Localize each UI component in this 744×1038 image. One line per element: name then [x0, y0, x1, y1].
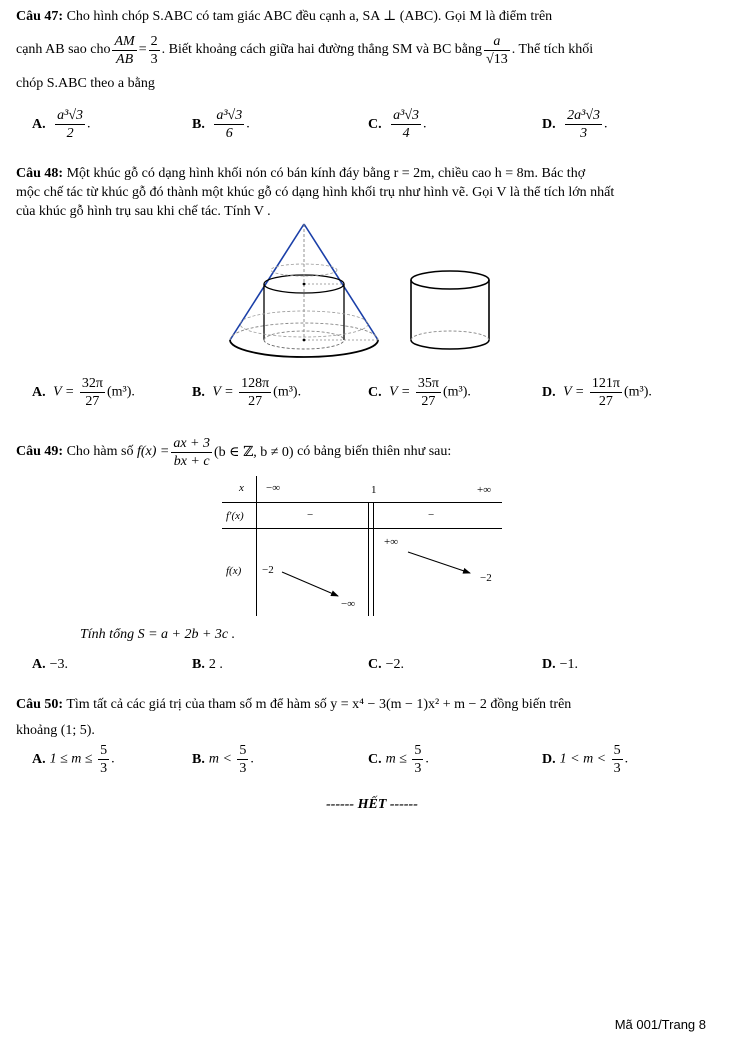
- page-footer: Mã 001/Trang 8: [614, 1017, 706, 1032]
- table-f-label: f(x): [226, 565, 242, 577]
- q47-option-b-num: a³√3: [216, 108, 243, 123]
- cone-right-edge: [304, 224, 378, 340]
- q50-options: [32, 742, 712, 786]
- table-fprime-sign-left: −: [307, 509, 314, 521]
- q47-option-a[interactable]: A. $\frac{\text{a³√3}}{2}$ .: [32, 108, 91, 141]
- cylinder-top: [411, 271, 489, 289]
- q48-line2: mộc chế tác từ khúc gỗ đó thành một khúc gỗ có dạng hình khối trụ như hình vẽ. Gọi V là thể tích lớn nhất: [16, 185, 615, 200]
- q48-text: [16, 164, 706, 221]
- cylinder-figure: [411, 271, 489, 349]
- q47-option-c-num: a³√3: [393, 108, 420, 123]
- q47-option-b[interactable]: B. $\frac{\text{a³√3}}{6}$ .: [192, 108, 250, 141]
- table-f-neg-inf: −∞: [341, 598, 356, 610]
- q47-distance-fraction: [484, 33, 510, 68]
- q48-cone-cylinder-figure: [220, 220, 510, 370]
- q50-option-c[interactable]: C. m ≤ $\frac{5}{3}$ .: [368, 743, 429, 776]
- q47-option-d[interactable]: D. $\frac{\text{2a³√3}}{3}$ .: [542, 108, 608, 141]
- q48-line3: của khúc gỗ hình trụ sau khi chế tác. Tính V .: [16, 204, 271, 219]
- q47-option-c-den: 4: [402, 126, 410, 141]
- q47-text-1: Cho hình chóp S.ABC có tam giác ABC đều cạnh a, SA ⊥ (ABC). Gọi M là điểm trên: [66, 9, 553, 24]
- table-f-right-limit: −2: [480, 572, 492, 584]
- q47-text-2a: cạnh AB sao cho: [16, 42, 111, 57]
- q49-option-a[interactable]: A. −3.: [32, 657, 69, 672]
- cone-left-edge: [230, 224, 304, 340]
- q47-option-c[interactable]: C. $\frac{\text{a³√3}}{4}$ .: [368, 108, 427, 141]
- q50-option-d[interactable]: D. 1 < m < $\frac{5}{3}$ .: [542, 743, 629, 776]
- q47-text-2b: . Biết khoảng cách giữa hai đường thẳng SM và BC bằng: [161, 42, 483, 57]
- q47-ratio-den: AB: [116, 51, 134, 67]
- q47-line1: [16, 6, 706, 27]
- q47-line3: chóp S.ABC theo a bằng: [16, 76, 155, 91]
- q50-line2: khoảng (1; 5).: [16, 723, 95, 738]
- cone-figure: [230, 224, 378, 357]
- q50-text: [16, 692, 706, 744]
- q47-option-a-num: a³√3: [57, 108, 84, 123]
- q48-option-c[interactable]: C. V = $\frac{35\pi}{27}$ (m³).: [368, 376, 471, 409]
- cylinder-bottom: [411, 340, 489, 349]
- q47-options: [32, 107, 712, 151]
- q47-ratio-value-den: 3: [150, 51, 158, 67]
- table-f-left-limit: −2: [262, 564, 274, 576]
- end-marker: ------ HẾT ------: [326, 797, 418, 812]
- q48-label: Câu 48:: [16, 166, 64, 181]
- q49-option-b[interactable]: B. 2 .: [192, 657, 223, 672]
- q47-text-2c: . Thể tích khối: [511, 42, 594, 57]
- table-arrows: [222, 476, 504, 616]
- q49-variation-table: [222, 476, 504, 616]
- q47-option-d-den: 3: [580, 126, 588, 141]
- q48-line1: Câu 48: Một khúc gỗ có dạng hình khối nón có bán kính đáy bằng r = 2m, chiều cao h = 8m. Bác thợ: [16, 166, 586, 181]
- q49-line1: Câu 49: Cho hàm số f(x) = $\frac{ax + 3}{bx + c}$ (b ∈ ℤ, b ≠ 0) có bảng biến thiên như sau:: [16, 435, 452, 469]
- q47-distance-den: √13: [486, 51, 508, 67]
- q50-option-a[interactable]: A. 1 ≤ m ≤ $\frac{5}{3}$ .: [32, 743, 115, 776]
- q49-option-d[interactable]: D. −1.: [542, 657, 579, 672]
- q50-label: Câu 50:: [16, 697, 64, 712]
- table-x-label: x: [239, 482, 244, 494]
- q48-option-a[interactable]: A. V = $\frac{32\pi}{27}$ (m³).: [32, 376, 135, 409]
- table-fprime-sign-right: −: [428, 509, 435, 521]
- q47-ratio-eq: =: [138, 42, 147, 57]
- q48-option-d[interactable]: D. V = $\frac{121\pi}{27}$ (m³).: [542, 376, 652, 409]
- q47-label: Câu 47:: [16, 9, 64, 24]
- q50-line1: Câu 50: Tìm tất cả các giá trị của tham số m để hàm số y = x⁴ − 3(m − 1)x² + m − 2 đồng biến trên: [16, 697, 572, 712]
- arrow-decrease-left: [282, 572, 338, 596]
- q49-function-fraction: $\frac{ax + 3}{bx + c}$: [173, 435, 210, 469]
- table-x-pos-inf: +∞: [477, 484, 492, 496]
- q47-line2: [16, 30, 593, 70]
- q47-option-b-den: 6: [225, 126, 233, 141]
- q47-ratio-num: AM: [114, 33, 135, 49]
- q47-option-a-den: 2: [66, 126, 74, 141]
- q47-option-d-num: 2a³√3: [567, 108, 601, 123]
- cone-base-front: [230, 340, 378, 357]
- q50-option-b[interactable]: B. m < $\frac{5}{3}$ .: [192, 743, 254, 776]
- table-x-neg-inf: −∞: [266, 482, 281, 494]
- q48-options: [32, 375, 712, 419]
- table-x-one: 1: [371, 484, 377, 496]
- q49-label: Câu 49:: [16, 444, 64, 459]
- arrow-decrease-right: [408, 552, 470, 573]
- q49-option-c[interactable]: C. −2.: [368, 657, 405, 672]
- table-fprime-label: f′(x): [226, 510, 244, 522]
- q48-option-b[interactable]: B. V = $\frac{128\pi}{27}$ (m³).: [192, 376, 302, 409]
- table-f-pos-inf: +∞: [384, 536, 399, 548]
- q47-distance-num: a: [484, 33, 510, 51]
- q49-task: Tính tổng S = a + 2b + 3c .: [80, 627, 236, 642]
- q47-ratio-fraction: [112, 33, 136, 68]
- q47-ratio-value: [149, 33, 160, 68]
- q47-ratio-value-num: 2: [150, 33, 158, 49]
